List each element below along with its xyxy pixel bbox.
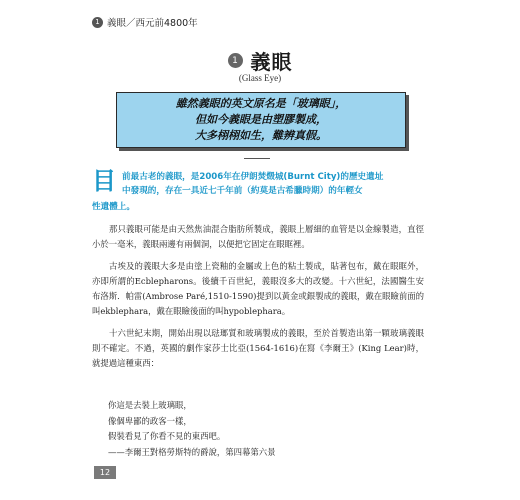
callout-line: 但如今義眼是由塑膠製成，	[195, 113, 327, 126]
running-header	[92, 15, 198, 29]
section-divider	[244, 158, 270, 159]
article-title: 義眼	[250, 50, 293, 74]
callout-line: 雖然義眼的英文原名是「玻璃眼」，	[175, 97, 347, 110]
body-paragraph: 那只義眼可能是由天然焦油混合脂肪所製成，義眼上層細的血管是以金線製造，直徑小於一毫米，義眼兩邊有兩個洞，以便把它固定在眼眶裡。	[92, 224, 424, 249]
header-number-badge: 1	[92, 17, 103, 28]
quote-line: 你這是去裝上玻璃眼，	[108, 400, 192, 410]
lead-line: 前最古老的義眼，是2006年在伊朗焚燬城(Burnt City)的歷史遺址	[122, 172, 384, 182]
article-subtitle: (Glass Eye)	[238, 73, 282, 83]
lead-line: 中發現的，存在一具近七千年前（約莫是古希臘時期）的年輕女	[122, 186, 363, 196]
page-number: 12	[94, 466, 116, 479]
callout-box	[116, 92, 406, 148]
body-paragraph: 古埃及的義眼大多是由塗上瓷釉的金屬或上色的粘土製成，貼著包布，戴在眼眶外，亦即所謂的Ecblepharons。後續千百世紀，義眼沒多大的改變。十六世紀，法國醫生安布洛斯．帕雷(Ambrose Paré,1510-1590)提到以黃金或銀製成的義眼，戴在眼瞼前面的叫ekblephara，戴在眼瞼後面的叫hypoblephara。	[92, 261, 424, 316]
quote-line: 假裝看見了你看不見的東西吧。	[108, 431, 226, 441]
drop-cap: 目	[92, 167, 116, 195]
quote-line: 像個卑鄙的政客一樣，	[108, 415, 192, 426]
callout-line: 大多栩栩如生，難辨真假。	[195, 129, 327, 142]
body-paragraph: 十六世紀末期，開始出現以琺瑯質和玻璃製成的義眼，至於首製造出第一顆玻璃義眼則不確定。不過，英國的劇作家莎士比亞(1564-1616)在寫《李爾王》(King Lear)時，就提過這種東西：	[92, 328, 424, 368]
article-number-badge: 1	[228, 53, 243, 68]
body-text	[92, 222, 424, 378]
quotation-block	[108, 398, 276, 460]
header-text: 義眼／西元前4800年	[107, 18, 198, 29]
lead-line: 性遺體上。	[92, 202, 135, 212]
article-title-block	[0, 46, 520, 75]
quote-attribution: ——李爾王對格勞斯特的爵說，第四幕第六景	[108, 446, 276, 457]
